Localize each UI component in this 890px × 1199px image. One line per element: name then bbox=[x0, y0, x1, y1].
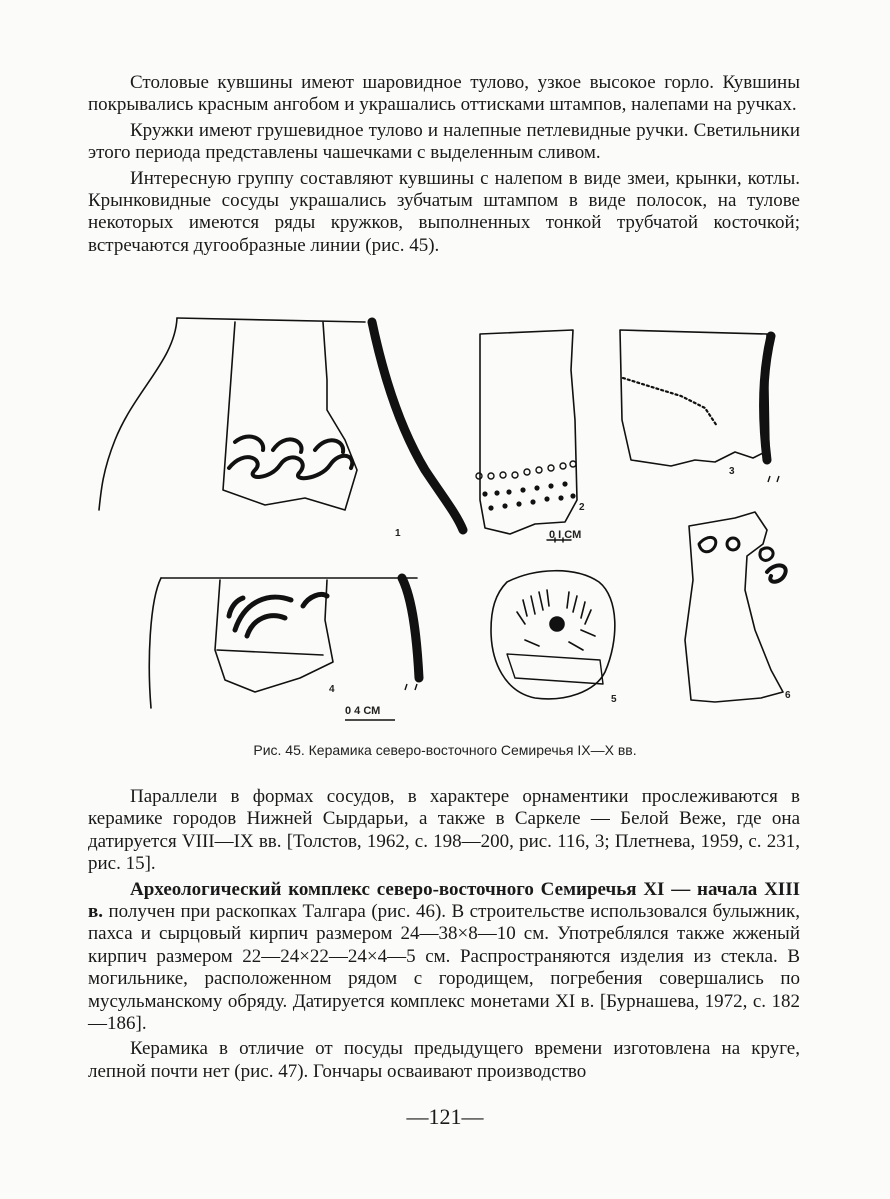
fragment-number-label: 4 bbox=[329, 684, 335, 695]
paragraph: Кружки имеют грушевидное тулово и налепные петлевидные ручки. Светильники этого периода представлены чашечками с выделенным сливом. bbox=[88, 119, 800, 164]
scale-label-bottom: 0 4 СМ bbox=[345, 705, 381, 717]
fragment-6-drawing bbox=[685, 512, 786, 702]
paragraph: Интересную группу составляют кувшины с налепом в виде змеи, крынки, котлы. Крынковидные сосуды украшались зубчатым штампом в виде полосок, на тулове некоторых имеются ряды кружков, выполненных тонкой трубчатой косточкой; встречаются дугообразные линии (рис. 45). bbox=[88, 167, 800, 256]
bottom-text-block bbox=[88, 786, 800, 1083]
fragment-1-drawing bbox=[99, 318, 463, 530]
figure-caption: Рис. 45. Керамика северо-восточного Семиречья IX—X вв. bbox=[253, 742, 637, 758]
fragment-2-drawing bbox=[476, 330, 577, 542]
page-number: —121— bbox=[406, 1104, 484, 1129]
top-text-block bbox=[88, 72, 800, 257]
fragment-number-label: 1 bbox=[395, 528, 401, 539]
fragment-number-label: 3 bbox=[729, 466, 735, 477]
fragment-4-drawing bbox=[149, 578, 419, 708]
paragraph: Столовые кувшины имеют шаровидное тулово, узкое высокое горло. Кувшины покрывались красным ангобом и украшались оттисками штампов, налепами на ручках. bbox=[88, 72, 800, 116]
ceramics-drawing bbox=[95, 300, 805, 740]
paragraph-rest: получен при раскопках Талгара (рис. 46). В строительстве использовался булыжник, пахса и сырцовый кирпич размером 24—38×8—10 см. Употреблялся также жженый кирпич размером 22—24×22—24×4—5 см. Распространяются изделия из стекла. В могильнике, расположенном рядом с городищем, погребения совершались по мусульманскому обряду. Датируется комплекс монетами XI в. [Бурнашева, 1972, с. 182—186]. bbox=[88, 901, 800, 1035]
scale-label-top: 0 I СМ bbox=[549, 529, 582, 541]
fragment-3-drawing bbox=[620, 330, 771, 466]
ceramics-figure bbox=[95, 300, 805, 740]
bold-heading-run: Археологический комплекс северо-восточного Семиречья XI — начала XIII в. bbox=[88, 878, 800, 923]
fragment-5-drawing bbox=[491, 571, 615, 699]
paragraph: Параллели в формах сосудов, в характере орнаментики прослеживаются в керамике городов Нижней Сырдарьи, а также в Саркеле — Белой Веже, где она датируется VIII—IX вв. [Толстов, 1962, с. 198—200, рис. 116, 3; Плетнева, 1959, с. 231, рис. 15]. bbox=[88, 786, 800, 875]
fragment-number-label: 5 bbox=[611, 694, 617, 705]
paragraph: Керамика в отличие от посуды предыдущего времени изготовлена на круге, лепной почти нет (рис. 47). Гончары осваивают производство bbox=[88, 1038, 800, 1082]
paragraph bbox=[88, 879, 800, 1036]
fragment-number-label: 2 bbox=[579, 502, 585, 513]
fragment-number-label: 6 bbox=[785, 690, 791, 701]
